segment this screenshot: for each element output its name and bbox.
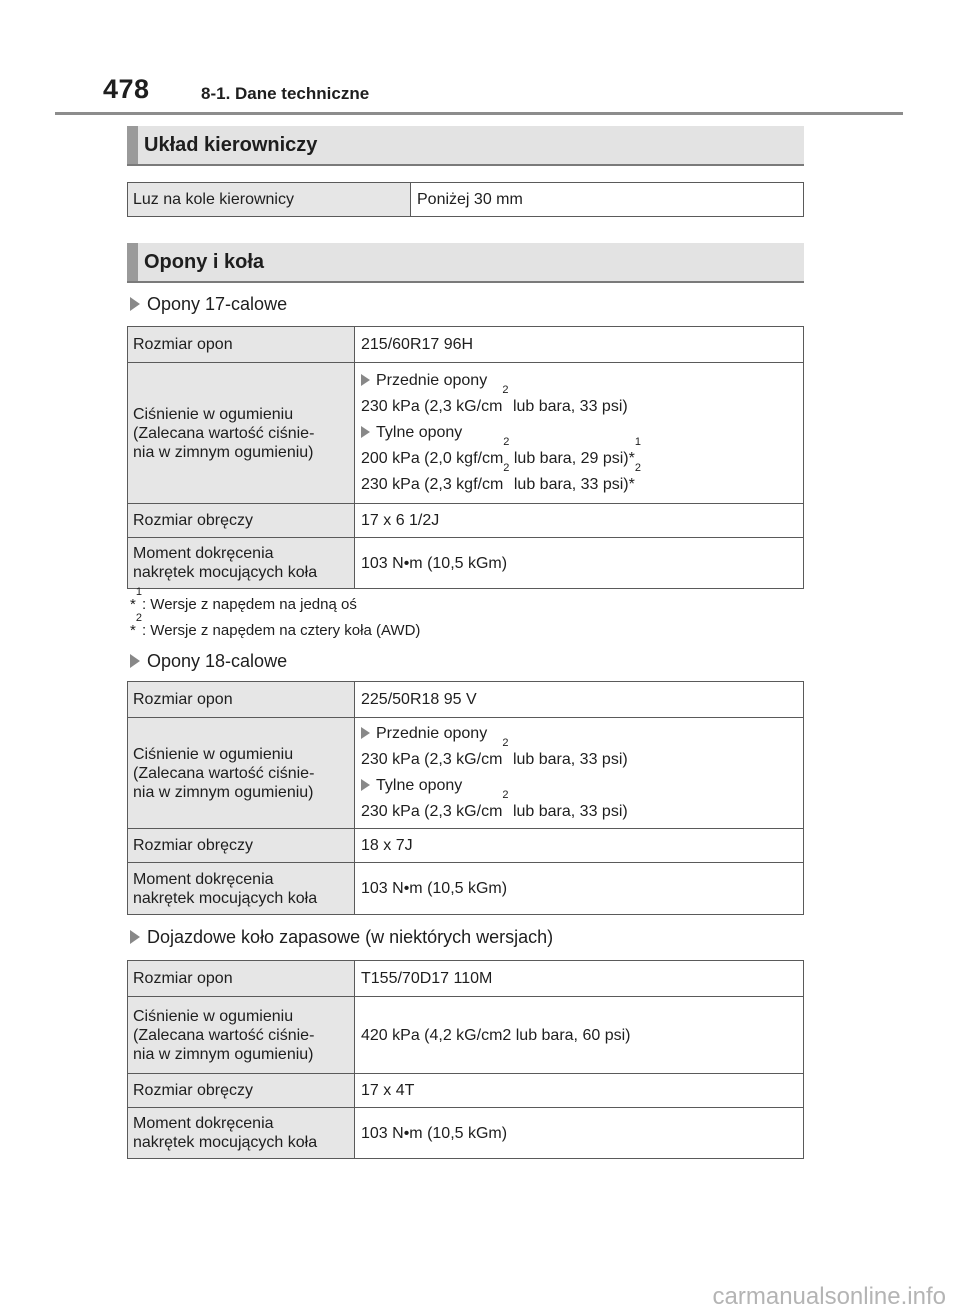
chapter-title: 8-1. Dane techniczne (201, 84, 370, 103)
section-heading-tires (127, 243, 804, 283)
row-value: 103 N•m (10,5 kGm) (355, 538, 804, 589)
table-row (128, 829, 804, 863)
footnote-1: *$^1$: Wersje z napędem na jedną oś (130, 586, 357, 613)
subheading-17 (130, 294, 287, 315)
steering-table (127, 182, 804, 217)
row-value: 420 kPa (4,2 kG/cm2 lub bara, 60 psi) (355, 997, 804, 1074)
row-label: Moment dokręcenia nakrętek mocujących koła (128, 538, 355, 589)
table-row (128, 1108, 804, 1159)
header-divider (55, 112, 903, 115)
front-pressure: 230 kPa (2,3 $kG/cm^2$ lub bara, 33 psi) (361, 737, 628, 768)
row-label: Rozmiar obręczy (128, 829, 355, 863)
table-row (128, 538, 804, 589)
table-row (128, 997, 804, 1074)
section-heading-steering (127, 126, 804, 166)
subheading-text: Opony 17-calowe (147, 294, 288, 314)
row-label (128, 363, 355, 504)
row-label: Rozmiar opon (128, 961, 355, 997)
row-value (355, 363, 804, 504)
row-label: Rozmiar obręczy (128, 1074, 355, 1108)
table-row (128, 718, 804, 829)
section-title: Układ kierowniczy (144, 134, 318, 156)
row-value: 215/60R17 96H (355, 327, 804, 363)
front-tires-label: Przednie opony (361, 368, 798, 394)
table-row (128, 363, 804, 504)
section-accent-bar (127, 243, 138, 281)
row-label: Rozmiar obręczy (128, 504, 355, 538)
table-row (128, 682, 804, 718)
watermark-text: carmanualsonline.info (712, 1283, 946, 1310)
label-line: nia w zimnym ogumieniu) (133, 443, 314, 461)
triangle-bullet-icon (130, 297, 140, 311)
row-value: Poniżej 30 mm (411, 183, 804, 217)
rear-pressure: 230 kPa (2,3 $kG/cm^2$ lub bara, 33 psi) (361, 789, 628, 820)
page-number: 478 (103, 74, 150, 104)
row-label: Moment dokręcenia nakrętek mocujących koła (128, 1108, 355, 1159)
row-label: Ciśnienie w ogumieniu (Zalecana wartość ciśnie- nia w zimnym ogumieniu) (128, 997, 355, 1074)
section-accent-bar (127, 126, 138, 164)
front-pressure: 230 kPa (2,3 $kG/cm^2$ lub bara, 33 psi) (361, 384, 628, 415)
label-line: (Zalecana wartość ciśnie- (133, 424, 315, 442)
table-row (128, 961, 804, 997)
label-line: Ciśnienie w ogumieniu (133, 405, 294, 423)
row-value (355, 718, 804, 829)
row-value: T155/70D17 110M (355, 961, 804, 997)
triangle-bullet-icon (361, 727, 370, 739)
rear-tires-label: Tylne opony (361, 773, 798, 799)
subheading-18 (130, 651, 287, 672)
front-tires-label: Przednie opony (361, 721, 798, 747)
page-header (0, 0, 960, 118)
triangle-bullet-icon (130, 930, 140, 944)
tires-17-table (127, 326, 804, 589)
subheading-text: Dojazdowe koło zapasowe (w niektórych wersjach) (147, 927, 554, 947)
rear-pressure-2: 230 kPa (2,3 kgf/$cm^2$ lub bara, 33 psi)*$^2$ (361, 462, 641, 493)
table-row (128, 504, 804, 538)
tires-18-table (127, 681, 804, 915)
triangle-bullet-icon (361, 374, 370, 386)
spare-table (127, 960, 804, 1159)
table-row (128, 327, 804, 363)
triangle-bullet-icon (130, 654, 140, 668)
subheading-spare (130, 927, 553, 948)
rear-tires-label: Tylne opony (361, 420, 798, 446)
footnote-2: *$^2$: Wersje z napędem na cztery koła (AWD) (130, 612, 421, 639)
table-row (128, 863, 804, 915)
triangle-bullet-icon (361, 779, 370, 791)
row-label: Rozmiar opon (128, 682, 355, 718)
subheading-text: Opony 18-calowe (147, 651, 288, 671)
table-row (128, 183, 804, 217)
row-value: 103 N•m (10,5 kGm) (355, 863, 804, 915)
row-label: Ciśnienie w ogumieniu (Zalecana wartość ciśnie- nia w zimnym ogumieniu) (128, 718, 355, 829)
rear-pressure-1: 200 kPa (2,0 kgf/$cm^2$ lub bara, 29 psi)*$^1$ (361, 436, 641, 467)
row-label: Rozmiar opon (128, 327, 355, 363)
row-value: 17 x 6 1/2J (355, 504, 804, 538)
row-label: Moment dokręcenia nakrętek mocujących koła (128, 863, 355, 915)
row-label: Luz na kole kierownicy (128, 183, 411, 217)
row-value: 225/50R18 95 V (355, 682, 804, 718)
triangle-bullet-icon (361, 426, 370, 438)
row-value: 17 x 4T (355, 1074, 804, 1108)
row-value: 18 x 7J (355, 829, 804, 863)
table-row (128, 1074, 804, 1108)
row-value: 103 N•m (10,5 kGm) (355, 1108, 804, 1159)
section-title: Opony i koła (144, 251, 265, 273)
